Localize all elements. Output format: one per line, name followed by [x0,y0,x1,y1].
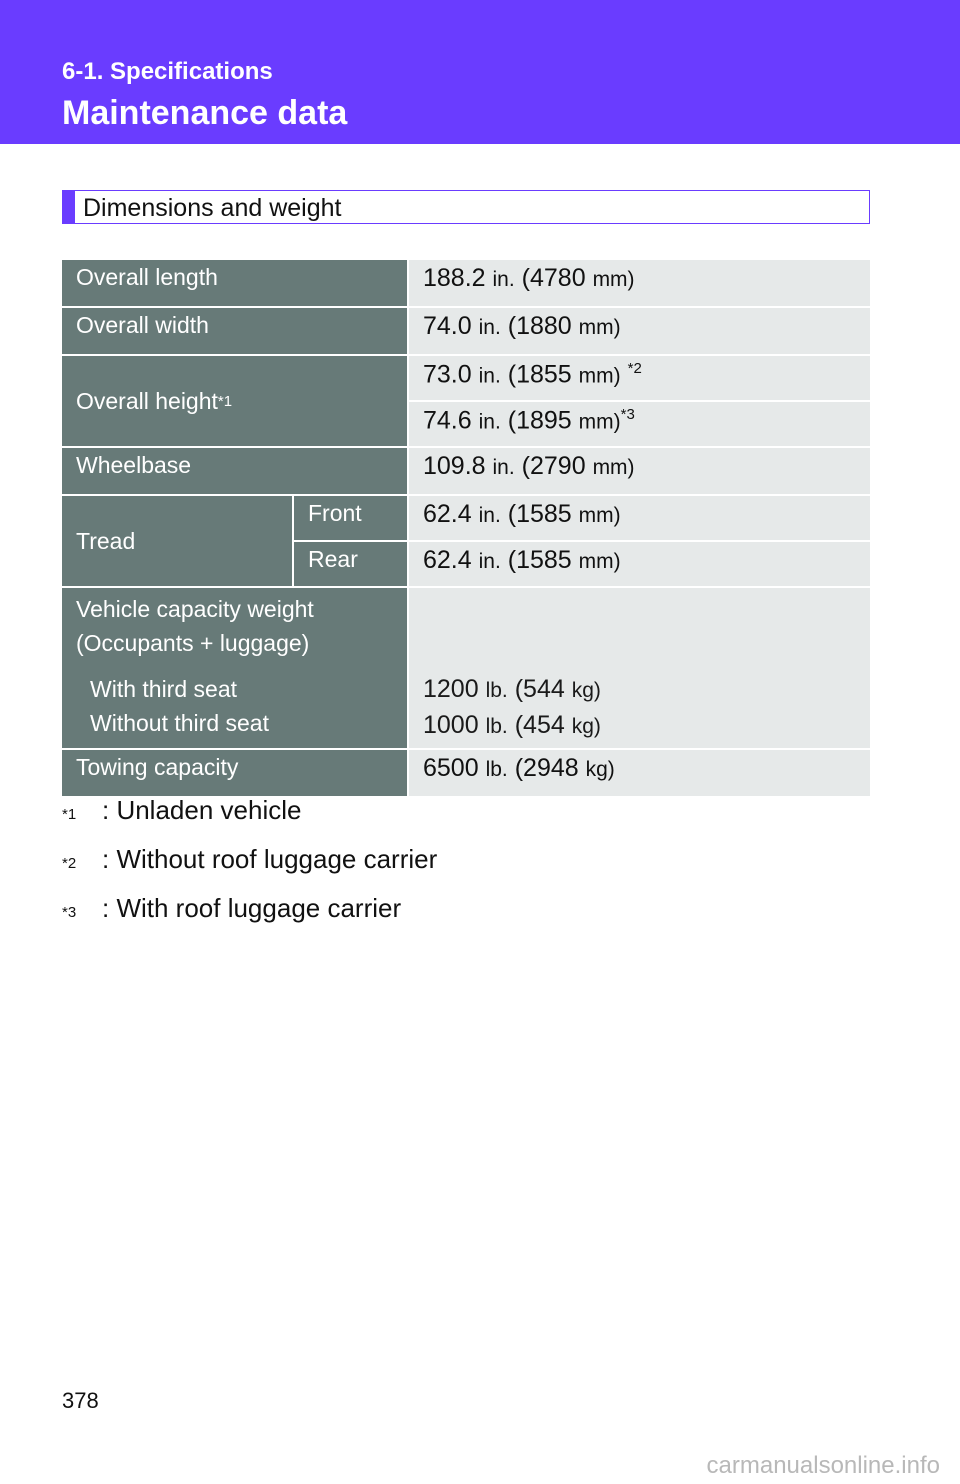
footnote-1: *1 : Unladen vehicle [62,795,302,825]
footnote-2: *2 : Without roof luggage carrier [62,844,438,874]
value-tread-front: 62.4 in. (1585 mm) [407,496,870,540]
row-overall-length [62,260,870,308]
label-wheelbase: Wheelbase [62,448,407,494]
label-overall-length: Overall length [62,260,407,306]
row-vehicle-capacity [62,588,870,750]
footnotes [62,795,437,942]
subsection-title: Dimensions and weight [83,194,342,222]
subsection-heading [62,190,870,224]
row-wheelbase [62,448,870,496]
label-tread: Tread [62,496,292,586]
row-overall-width [62,308,870,356]
value-overall-length: 188.2 in. (4780 mm) [407,260,870,306]
row-towing-capacity [62,750,870,798]
label-overall-width: Overall width [62,308,407,354]
value-overall-height-2: 74.6 in. (1895 mm)$^{*3}$ [407,402,870,446]
page-header [0,0,960,144]
row-tread [62,496,870,588]
section-label: 6-1. Specifications [62,58,273,85]
label-seat-options: With third seat Without third seat [62,668,407,748]
page-number: 378 [62,1388,99,1413]
row-overall-height [62,356,870,448]
footnote-3: *3 : With roof luggage carrier [62,893,402,923]
label-tread-front: Front [292,496,407,540]
label-vehicle-capacity: Vehicle capacity weight (Occupants + luggage) [62,588,407,668]
value-towing-capacity: 6500 lb. (2948 kg) [407,750,870,796]
value-overall-height-1: 73.0 in. (1855 mm) $^{*2}$ [407,356,870,402]
spec-table [62,260,870,798]
watermark: carmanualsonline.info [706,1452,940,1479]
heading-accent-bar [63,191,75,223]
page-title: Maintenance data [62,94,348,132]
label-overall-height: Overall height *1 [62,356,407,446]
value-tread-rear: 62.4 in. (1585 mm) [407,542,870,586]
label-towing-capacity: Towing capacity [62,750,407,796]
value-overall-width: 74.0 in. (1880 mm) [407,308,870,354]
value-vehicle-capacity: 1200 lb. (544 kg) 1000 lb. (454 kg) [407,588,870,748]
value-wheelbase: 109.8 in. (2790 mm) [407,448,870,494]
label-tread-rear: Rear [292,542,407,586]
